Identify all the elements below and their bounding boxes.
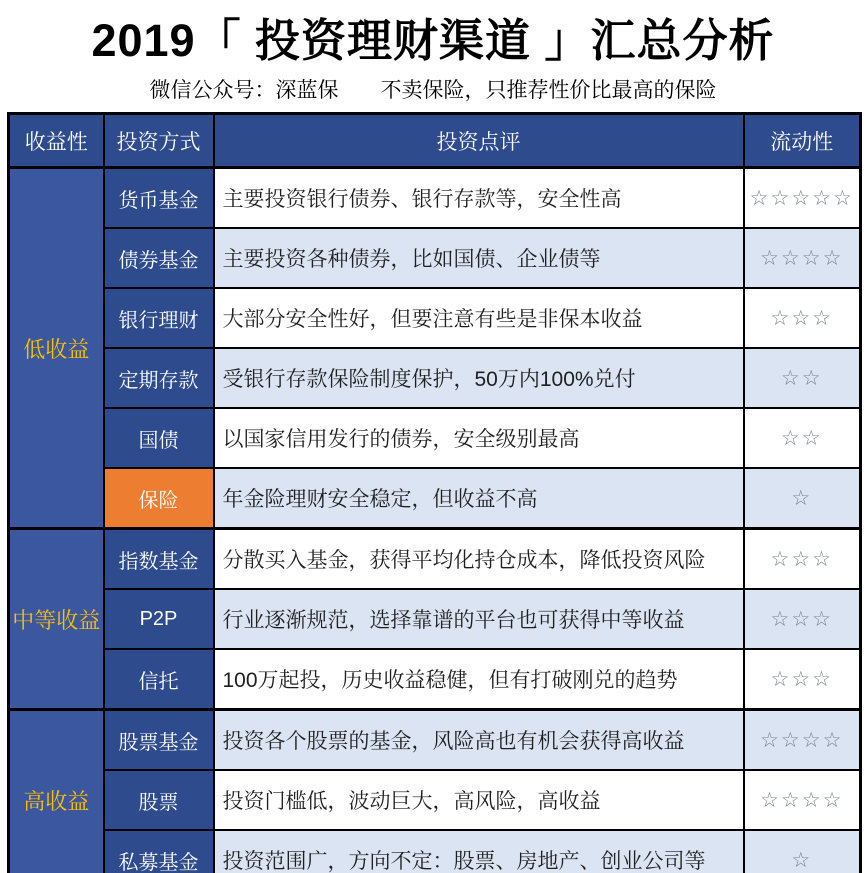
comment-cell: 100万起投，历史收益稳健，但有打破刚兑的趋势 (214, 649, 744, 710)
comment-cell: 投资门槛低，波动巨大，高风险，高收益 (214, 770, 744, 830)
comment-cell: 投资范围广，方向不定：股票、房地产、创业公司等 (214, 830, 744, 873)
table-row (9, 168, 861, 229)
liquidity-rating: ☆☆☆☆ (744, 228, 861, 288)
method-cell: 股票基金 (104, 710, 214, 771)
group-cell-low-yield: 低收益 (9, 168, 104, 529)
liquidity-rating: ☆☆ (744, 348, 861, 408)
method-cell: 债券基金 (104, 228, 214, 288)
liquidity-rating: ☆☆☆ (744, 529, 861, 590)
comment-cell: 主要投资银行债券、银行存款等，安全性高 (214, 168, 744, 229)
table-row (9, 710, 861, 771)
comment-cell: 行业逐渐规范，选择靠谱的平台也可获得中等收益 (214, 589, 744, 649)
method-cell: 国债 (104, 408, 214, 468)
comment-cell: 受银行存款保险制度保护，50万内100%兑付 (214, 348, 744, 408)
liquidity-rating: ☆ (744, 830, 861, 873)
method-cell: 指数基金 (104, 529, 214, 590)
comment-cell: 投资各个股票的基金，风险高也有机会获得高收益 (214, 710, 744, 771)
liquidity-rating: ☆☆☆☆ (744, 770, 861, 830)
group-cell-high-yield: 高收益 (9, 710, 104, 873)
method-cell-insurance-highlighted: 保险 (104, 468, 214, 529)
investment-table (7, 112, 862, 873)
liquidity-rating: ☆☆☆ (744, 649, 861, 710)
comment-cell: 以国家信用发行的债券，安全级别最高 (214, 408, 744, 468)
column-header-method: 投资方式 (104, 114, 214, 168)
method-cell: 股票 (104, 770, 214, 830)
comment-cell: 大部分安全性好，但要注意有些是非保本收益 (214, 288, 744, 348)
table-row (9, 228, 861, 288)
liquidity-rating: ☆☆☆ (744, 589, 861, 649)
method-cell: 信托 (104, 649, 214, 710)
method-cell: 银行理财 (104, 288, 214, 348)
table-row (9, 288, 861, 348)
page-title: 2019「 投资理财渠道 」汇总分析 (91, 15, 775, 66)
table-row (9, 589, 861, 649)
liquidity-rating: ☆☆ (744, 408, 861, 468)
comment-cell: 主要投资各种债券，比如国债、企业债等 (214, 228, 744, 288)
comment-cell: 年金险理财安全稳定，但收益不高 (214, 468, 744, 529)
liquidity-rating: ☆☆☆☆ (744, 710, 861, 771)
liquidity-rating: ☆☆☆ (744, 288, 861, 348)
table-row (9, 529, 861, 590)
method-cell: 定期存款 (104, 348, 214, 408)
method-cell: 货币基金 (104, 168, 214, 229)
liquidity-rating: ☆☆☆☆☆ (744, 168, 861, 229)
page-subtitle: 微信公众号：深蓝保 不卖保险，只推荐性价比最高的保险 (149, 79, 717, 102)
group-cell-medium-yield: 中等收益 (9, 529, 104, 710)
table-row (9, 830, 861, 873)
column-header-profitability: 收益性 (9, 114, 104, 168)
table-row (9, 649, 861, 710)
table-row (9, 408, 861, 468)
method-cell: P2P (104, 589, 214, 649)
column-header-comment: 投资点评 (214, 114, 744, 168)
method-cell: 私募基金 (104, 830, 214, 873)
table-row (9, 348, 861, 408)
table-header-row (9, 114, 861, 168)
column-header-liquidity: 流动性 (744, 114, 861, 168)
comment-cell: 分散买入基金，获得平均化持仓成本，降低投资风险 (214, 529, 744, 590)
table-row (9, 468, 861, 529)
table-row (9, 770, 861, 830)
liquidity-rating: ☆ (744, 468, 861, 529)
